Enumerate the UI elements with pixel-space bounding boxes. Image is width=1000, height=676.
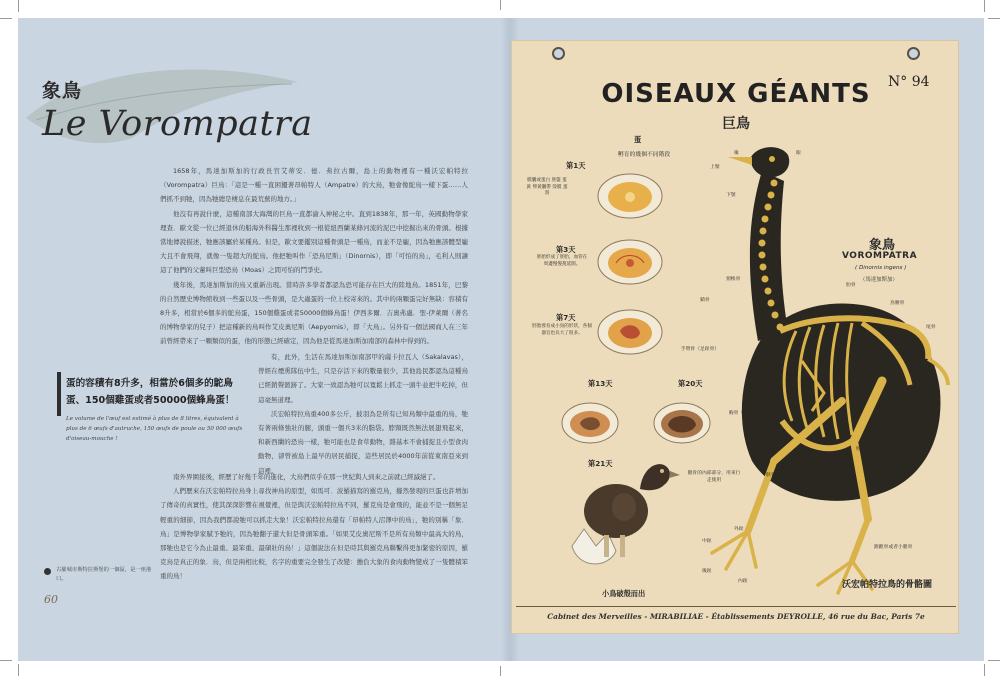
bone-label: 脛骨 [856, 447, 866, 452]
day-7-note: 胚胎發育成小鳥的形狀，各個器官也長大了很多。 [532, 324, 592, 336]
species-name-french: VOROMPATRA [842, 251, 918, 261]
crop-mark [984, 664, 985, 676]
body-paragraph: 幾年後，馬達加斯加的鳥又重新出現。當時許多學者都認為恐可能存在巨大的陸地鳥。1851年，巴黎的自然歷史博物館收到一些蛋以及一些骨頭，是大蟲蛋的一位上校寄來的。其中的兩顆蛋完好無缺：容積有8升多，相當於6個多的鴕鳥蛋，150個雞蛋或者50000個蜂鳥蛋！伊西多爾．吉奧弗盧．聖-伊萊爾（著名的博物學家的兒子）把這種新的鳥叫作艾皮奧尼斯（Aepyornis），即「大鳥」。另外有一個法國商人在三年前曾經帶來了一顆類似的蛋，他的形態已經確定，因為他是從馬達加斯加南部的森林中得到的。 [160, 280, 468, 346]
pull-quote-bar [57, 372, 61, 416]
bone-label: 跗蹠骨或者小腿骨 [874, 545, 913, 550]
article-title-chinese: 象鳥 [42, 80, 83, 102]
species-name-chinese: 象鳥 [869, 238, 896, 253]
species-latin-name: ( Dinornis ingens ) [855, 265, 907, 271]
bone-label: 胸骨（或有胸骨） [728, 411, 768, 416]
body-paragraph: 他沒有再說什麼，這種南部大海灣的巨鳥一直都淪入神秘之中。直到1838年，那一年，英國動物學家理查．歐文從一位已經退休的船海外科醫生那裡收到一根從紐西蘭某條河流的泥巴中挖掘出來的骨頭。根據當地傳說描述，牠應該屬於某種鳥。但是，歐文要鑑別這種骨頭是一種鳥，而並不是龐，因為牠應該體型龐大且不會飛翔，就像一隻超大的鴕鳥。他把牠叫作「恐鳥尼斯」（Dinornis），即「可怕的鳥」，毛利人則讓這了他們的父輩叫巨型恐鳥（Moas）之間可怕的鬥爭史。 [160, 209, 468, 275]
crop-mark [984, 0, 985, 12]
day-3-note: 胚胎形成了胚胎，血管在周邊慢慢蔓延開。 [536, 255, 588, 267]
bone-label: 尾骨 [926, 325, 936, 330]
day-label: 第7天 [556, 313, 576, 322]
article-body-top [160, 164, 468, 349]
hatching-chick [572, 464, 680, 564]
skeleton-caption: 沃宏帕特拉鳥的骨骼圖 [842, 580, 933, 590]
body-paragraph: 南外界園接後，經歷了好幾千年的進化，大鳥們似乎在那一世紀與人到來之前就已經滅絕了。 [173, 473, 440, 481]
bone-label: 腿骨的內部部分，用來行走使用 [687, 471, 741, 483]
crop-mark [988, 18, 1000, 19]
crop-mark [0, 18, 12, 19]
bone-label: 手臂骨（足趾骨） [680, 347, 720, 352]
egg-day-20 [654, 403, 710, 443]
crop-mark [18, 664, 19, 676]
poster-number: N° 94 [888, 74, 930, 90]
page-number: 60 [44, 593, 58, 606]
bone-label: 肋骨 [846, 283, 856, 288]
bone-label: 中趾 [702, 539, 712, 544]
body-paragraph: 1658年，馬達加斯加的行政長官艾蒂安．德．弗拉古爾，島上的動物裡有一種沃宏帕特拉（Vorompatra）巨鳥：「這是一種一直困擾著昂帕特人（Ampatre）的大鳥，牠會像鴕鳥一樣下蛋……人們抓不到牠，因為牠總是棲息在最荒蕪的地方。」 [160, 167, 468, 204]
bone-label: 骸骨 [766, 473, 776, 478]
deyrolle-poster [511, 40, 959, 634]
poster-subtitle: 巨鳥 [722, 116, 750, 132]
article-body-middle [258, 350, 468, 478]
vorompatra-skeleton [712, 147, 948, 593]
egg-day-3 [598, 240, 662, 284]
bone-label: 眼 [796, 151, 801, 156]
day-label: 第21天 [588, 459, 613, 468]
footer-rule [516, 606, 956, 607]
egg-day-13 [562, 403, 618, 443]
bone-label: 股骨 [764, 443, 774, 448]
chick-caption: 小鳥破殼而出 [602, 589, 646, 598]
day-label: 第20天 [678, 379, 703, 388]
article-title-french: Le Vorompatra [42, 104, 313, 144]
day-label: 第3天 [556, 245, 576, 254]
poster-title: OISEAUX GÉANTS [601, 79, 871, 109]
crop-mark [500, 0, 501, 10]
footnote: 古羅城市斯特拉斯堡的一個區，是一座港口。 [56, 567, 152, 582]
bone-label: 上顎 [710, 165, 720, 170]
species-region: （馬達加斯加） [860, 277, 898, 283]
body-paragraph: 沃宏帕特拉鳥重400多公斤，披羽為是所有已知鳥類中最重的鳥，牠有著兩條強壯的腿，頭重一個兵3米的脂袋。脖頸既然無法展翅飛起來，和新西蘭的恐鳥一樣，牠可能也是食草動物，雜基本不會捕捉且小型食肉動物，卻曾被島上最早的居民捕捉，這些居民於4000年前從東南亞來到這裡。 [258, 409, 468, 475]
day-1-note: 膜囊或蛋白 胚盤 蛋黃 卵黃囊帶 殼膜 蛋殼 [526, 178, 568, 197]
egg-subheading: 孵育的幾個不同階段 [618, 152, 671, 158]
day-label: 第13天 [588, 379, 613, 388]
bone-label: 外趾 [734, 527, 744, 532]
bone-label: 喙 [734, 151, 739, 156]
crop-mark [500, 666, 501, 676]
bone-label: 鳥腰骨 [890, 301, 905, 306]
poster-footer: Cabinet des Merveilles - MIRABILIAE - Établissements DEYROLLE, 46 rue du Bac, Paris 7e [547, 612, 925, 621]
article-body-bottom [160, 470, 468, 584]
bone-label: 後趾 [702, 569, 712, 574]
body-paragraph: 人們歷來在沃宏帕特拉鳥身上尋找神鳥的原型，如馬可．波羅描寫的羅克鳥，據然發現的巨蛋也許增加了傳奇的真實性，使其深深影響在視覺裡，但是與沃宏帕特拉鳥不同，羅克鳥是會飛的，能並不是一個無足輕重的細節，因為我們都說牠可以抓走大象！沃宏帕特拉鳥還有「昂帕特人沼澤中的鳥」，牠的別稱「象．鳥」是博物學家賦予牠的，因為牠翻子還大但是骨頭笨重。「如果艾皮奧尼斯不是所有鳥類中最高大的鳥，那牠也是它今為止最重、最笨重、最碩壯的鳥！」這個說法在但是時其與羅克鳥聯繫得更加緊密的原因，羅克鳥是真正的象．鳥，但是兩相比較，名字的重要完全發生了改變：擔負大象的食肉動物變成了一隻體積笨重的鳥！ [160, 487, 468, 581]
pull-quote-chinese: 蛋的容積有8升多，相當於6個多的鴕鳥蛋、150個雞蛋或者50000個蜂鳥蛋！ [66, 378, 235, 406]
bone-label: 內趾 [738, 579, 748, 584]
egg-heading: 蛋 [634, 135, 642, 144]
bone-label: 鎖骨 [700, 298, 710, 303]
footnote-bullet-icon [44, 568, 51, 575]
bone-label: 頸椎骨 [726, 277, 741, 282]
egg-day-7 [598, 310, 662, 354]
egg-day-1 [598, 174, 662, 218]
crop-mark [988, 660, 1000, 661]
day-label: 第1天 [566, 161, 586, 170]
pull-quote-french: Le volume de l'œuf est estimé à plus de 8 litres, équivalent à plus de 6 œufs d'autruche, 150 œufs de poule ou 50 000 œufs d'oiseau-mouche ! [66, 416, 243, 442]
crop-mark [18, 0, 19, 12]
body-paragraph: 有，此外，生活在馬達加斯加南部甲的薩卡拉瓦人（Sakalavas），曾經在煙熏隊伍中生，只是存活下來的數量很少，其他島民都認為這種鳥已經銷聲匿跡了。大家一致認為牠可以寬鬆上抓走一頭牛並把牛吃掉，但這毫無道理。 [258, 353, 468, 404]
bone-label: 下顎 [726, 193, 736, 198]
crop-mark [0, 660, 12, 661]
